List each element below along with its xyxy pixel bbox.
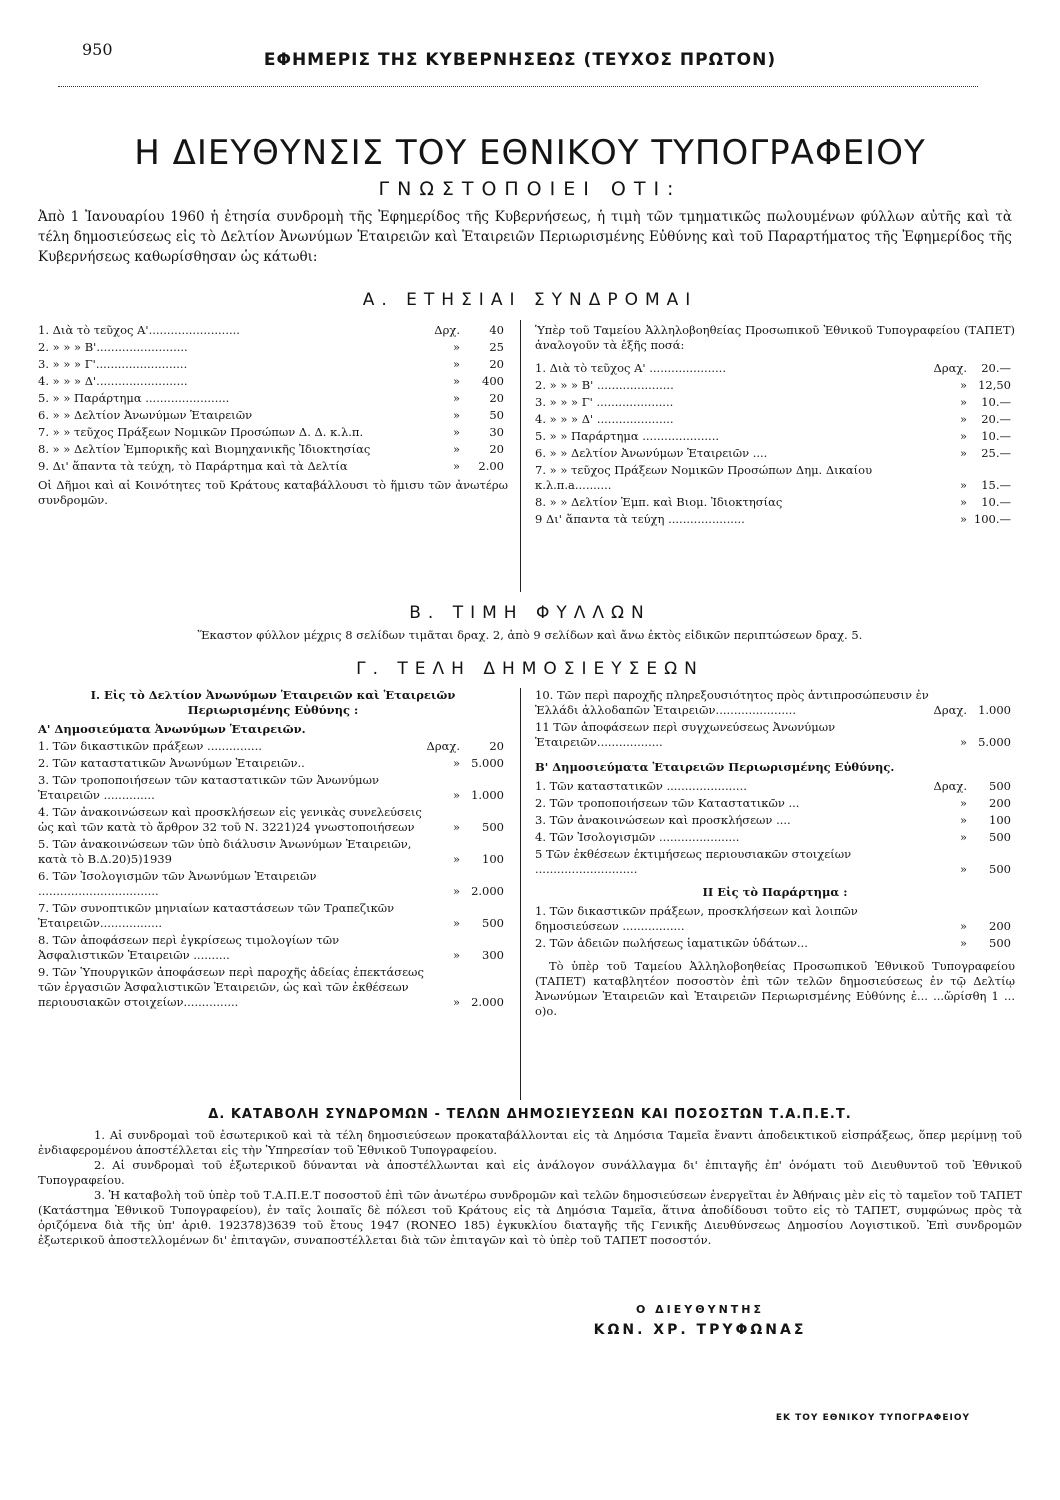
- section-c-right-list: [535, 688, 1015, 1019]
- section-c-right-subheading-2: ΙΙ Εἰς τὸ Παράρτημα :: [702, 885, 848, 899]
- printer-imprint: ΕΚ ΤΟΥ ΕΘΝΙΚΟΥ ΤΥΠΟΓΡΑΦΕΙΟΥ: [775, 1413, 970, 1423]
- section-d-heading: Δ. ΚΑΤΑΒΟΛΗ ΣΥΝΔΡΟΜΩΝ - ΤΕΛΩΝ ΔΗΜΟΣΙΕΥΣΕΩΝ ΚΑΙ ΠΟΣΟΣΤΩΝ Τ.Α.Π.Ε.Τ.: [208, 1107, 852, 1122]
- list-item: 10. Τῶν περὶ παροχῆς πληρεξουσιότητος πρὸς ἀντιπροσώπευσιν ἐν Ἑλλάδι ἀλλοδαπῶν Ἑταιρειῶν...................... Δραχ. 1.000: [535, 688, 1011, 717]
- section-d-paragraph: 1. Αἱ συνδρομαὶ τοῦ ἐσωτερικοῦ καὶ τὰ τέλη δημοσιεύσεων προκαταβάλλονται εἰς τὰ Δημόσια Ταμεῖα ἔναντι ἀποδεικτικοῦ εἰσπράξεως, ὅπερ μερίμνῃ τοῦ ἐνδιαφερομένου ἀποστέλλεται εἰς τὴν Ὑπηρεσίαν τοῦ Ἐθνικοῦ Τυπογραφείου.: [38, 1128, 1022, 1157]
- header-rule: [58, 86, 978, 87]
- list-item: 2. » » » Β'......................... » 25: [38, 340, 504, 354]
- running-title: ΕΦΗΜΕΡΙΣ ΤΗΣ ΚΥΒΕΡΝΗΣΕΩΣ (ΤΕΥΧΟΣ ΠΡΩΤΟΝ): [263, 50, 777, 70]
- section-c-heading: Γ. ΤΕΛΗ ΔΗΜΟΣΙΕΥΣΕΩΝ: [356, 659, 704, 679]
- list-item: 8. » » Δελτίον Ἐμπορικῆς καὶ Βιομηχανικῆς Ἰδιοκτησίας » 20: [38, 442, 504, 456]
- section-a-right-list: [535, 323, 1015, 529]
- list-item: 7. » » τεῦχος Πράξεων Νομικῶν Προσώπων Δ. Δ. κ.λ.π. » 30: [38, 425, 504, 439]
- page-number: 950: [82, 40, 113, 59]
- section-a-left-list: [38, 323, 508, 508]
- list-item: 1. Διὰ τὸ τεῦχος Α'......................... Δρχ. 40: [38, 323, 504, 337]
- list-item: 5. » » Παράρτημα ....................... » 20: [38, 391, 504, 405]
- section-c-right-note: Τὸ ὑπὲρ τοῦ Ταμείου Ἀλληλοβοηθείας Προσωπικοῦ Ἐθνικοῦ Τυπογραφείου (ΤΑΠΕΤ) καταβλητέον ποσοστὸν ἐπὶ τῶν τελῶν δημοσιεύσεως ἐν τῷ Δελτίῳ Ἀνωνύμων Ἑταιρειῶν καὶ Ἑταιρειῶν Περιωρισμένης Εὐθύνης ἐ... ...ὥρίσθη 1 ... ο)ο.: [535, 959, 1015, 1018]
- list-item: 3. » » » Γ' ..................... » 10.—: [535, 395, 1011, 409]
- list-item: 2. Τῶν ἀδειῶν πωλήσεως ἰαματικῶν ὑδάτων... » 500: [535, 936, 1011, 950]
- intro-paragraph: Ἀπὸ 1 Ἰανουαρίου 1960 ἡ ἐτησία συνδρομὴ τῆς Ἐφημερίδος τῆς Κυβερνήσεως, ἡ τιμὴ τῶν τμηματικῶς πωλουμένων φύλλων αὐτῆς καὶ τὰ τέλη δημοσιεύσεως εἰς τὸ Δελτίον Ἀνωνύμων Ἑταιρειῶν καὶ Ἑταιρειῶν Περιωρισμένης Εὐθύνης καὶ τοῦ Παραρτήματος τῆς Ἐφημερίδος τῆς Κυβερνήσεως καθωρίσθησαν ὡς κάτωθι:: [38, 209, 1012, 265]
- list-item: 8. » » Δελτίον Ἐμπ. καὶ Βιομ. Ἰδιοκτησίας » 10.—: [535, 495, 1011, 509]
- page-title: Η ΔΙΕΥΘΥΝΣΙΣ ΤΟΥ ΕΘΝΙΚΟΥ ΤΥΠΟΓΡΑΦΕΙΟΥ: [134, 133, 926, 173]
- section-a-note: Οἱ Δῆμοι καὶ αἱ Κοινότητες τοῦ Κράτους καταβάλλουσι τὸ ἥμισυ τῶν ἀνωτέρω συνδρομῶν.: [38, 478, 508, 507]
- list-item: 6. Τῶν Ἰσολογισμῶν τῶν Ἀνωνύμων Ἑταιρειῶν ................................. » 2.000: [38, 869, 504, 898]
- section-d-paragraph: 2. Αἱ συνδρομαὶ τοῦ ἐξωτερικοῦ δύνανται νὰ ἀποστέλλωνται καὶ εἰς ἀνάλογον συνάλλαγμα δι' ἐπιταγῆς ἐπ' ὀνόματι τοῦ Διευθυντοῦ τοῦ Ἐθνικοῦ Τυπογραφείου.: [38, 1158, 1022, 1187]
- list-item: 1. Τῶν δικαστικῶν πράξεων ............... Δραχ. 20: [38, 739, 504, 753]
- list-item: 4. Τῶν Ἰσολογισμῶν ...................... » 500: [535, 830, 1011, 844]
- list-item: 7. » » τεῦχος Πράξεων Νομικῶν Προσώπων Δημ. Δικαίου κ.λ.π.a.......... » 15.—: [535, 463, 1011, 492]
- list-item: 1. Τῶν δικαστικῶν πράξεων, προσκλήσεων καὶ λοιπῶν δημοσιεύσεων ................. » 200: [535, 904, 1011, 933]
- list-item: 4. » » » Δ'......................... » 400: [38, 374, 504, 388]
- list-item: 9. Τῶν Ὑπουργικῶν ἀποφάσεων περὶ παροχῆς ἀδείας ἐπεκτάσεως τῶν ἐργασιῶν Ἀσφαλιστικῶν Ἑταιρειῶν, ὡς καὶ τῶν ἐκθέσεων περιουσιακῶν στοιχείων............... » 2.000: [38, 965, 504, 1009]
- section-d-paragraph: 3. Ἡ καταβολὴ τοῦ ὑπὲρ τοῦ Τ.Α.Π.Ε.Τ ποσοστοῦ ἐπὶ τῶν ἀνωτέρω συνδρομῶν καὶ τελῶν δημοσιεύσεων ἐνεργεῖται ἐν Ἀθήναις μὲν εἰς τὸ ταμεῖον τοῦ ΤΑΠΕΤ (Κατάστημα Ἐθνικοῦ Τυπογραφείου), ἐν ταῖς λοιπαῖς δὲ πόλεσι τοῦ Κράτους εἰς τὰ Δημόσια Ταμεῖα, ἅτινα ἀποδίδουσι τοῦτο εἰς τὸ ΤΑΠΕΤ, συμφώνως πρὸς τὰ ὁριζόμενα διὰ τῆς ὑπ' ἀριθ. 192378)3639 τοῦ ἔτους 1947 (RONEO 185) ἐγκυκλίου διαταγῆς τῆς Γενικῆς Διευθύνσεως Δημοσίου Λογιστικοῦ. Ἐπὶ συνδρομῶν ἐξωτερικοῦ ἀποστελλομένων δι' ἐπιταγῶν, συναποστέλλεται διὰ τῶν ἐπιταγῶν καὶ τὸ ὑπὲρ τοῦ ΤΑΠΕΤ ποσοστόν.: [38, 1188, 1022, 1247]
- list-item: 5. » » Παράρτημα ..................... » 10.—: [535, 429, 1011, 443]
- list-item: 2. Τῶν τροποποιήσεων τῶν Καταστατικῶν ... » 200: [535, 796, 1011, 810]
- list-item: 3. Τῶν ἀνακοινώσεων καὶ προσκλήσεων .... » 100: [535, 813, 1011, 827]
- list-item: 4. Τῶν ἀνακοινώσεων καὶ προσκλήσεων εἰς γενικὰς συνελεύσεις ὡς καὶ τῶν κατὰ τὸ ἄρθρον 32 τοῦ Ν. 3221)24 γνωστοποιήσεων » 500: [38, 805, 504, 834]
- list-item: 9 Δι' ἅπαντα τὰ τεύχη ..................... » 100.—: [535, 512, 1011, 526]
- section-c-left-list: [38, 688, 508, 1012]
- list-item: 3. Τῶν τροποποιήσεων τῶν καταστατικῶν τῶν Ἀνωνύμων Ἑταιρειῶν .............. » 1.000: [38, 773, 504, 802]
- section-c-right-subheading: Β' Δημοσιεύματα Ἑταιρειῶν Περιωρισμένης Εὐθύνης.: [535, 760, 895, 774]
- list-item: 6. » » Δελτίον Ἀνωνύμων Ἑταιρειῶν .... » 25.—: [535, 446, 1011, 460]
- tapet-intro: Ὑπὲρ τοῦ Ταμείου Ἀλληλοβοηθείας Προσωπικοῦ Ἐθνικοῦ Τυπογραφείου (ΤΑΠΕΤ) ἀναλογοῦν τὰ ἑξῆς ποσά:: [535, 323, 1015, 352]
- signature-role: Ο ΔΙΕΥΘΥΝΤΗΣ: [635, 1303, 764, 1316]
- section-b-text: Ἕκαστον φύλλον μέχρις 8 σελίδων τιμᾶται δραχ. 2, ἀπὸ 9 σελίδων καὶ ἄνω ἐκτὸς εἰδικῶν περιπτώσεων δραχ. 5.: [197, 628, 863, 642]
- section-a-divider: [520, 320, 521, 592]
- section-c-divider: [520, 688, 521, 1100]
- section-c-left-heading: Ι. Εἰς τὸ Δελτίον Ἀνωνύμων Ἑταιρειῶν καὶ Ἑταιρειῶν Περιωρισμένης Εὐθύνης :: [90, 688, 456, 717]
- list-item: 1. Διὰ τὸ τεῦχος Α' ..................... Δραχ. 20.—: [535, 361, 1011, 375]
- list-item: 1. Τῶν καταστατικῶν ...................... Δραχ. 500: [535, 779, 1011, 793]
- list-item: 9. Δι' ἅπαντα τὰ τεύχη, τὸ Παράρτημα καὶ τὰ Δελτία » 2.00: [38, 459, 504, 473]
- signature-name: ΚΩΝ. ΧΡ. ΤΡΥΦΩΝΑΣ: [593, 1322, 807, 1338]
- list-item: 5 Τῶν ἐκθέσεων ἐκτιμήσεως περιουσιακῶν στοιχείων ............................ » 500: [535, 847, 1011, 876]
- list-item: 7. Τῶν συνοπτικῶν μηνιαίων καταστάσεων τῶν Τραπεζικῶν Ἑταιρειῶν................. » 500: [38, 901, 504, 930]
- page-subtitle: ΓΝΩΣΤΟΠΟΙΕΙ ΟΤΙ:: [378, 178, 682, 200]
- list-item: 8. Τῶν ἀποφάσεων περὶ ἐγκρίσεως τιμολογίων τῶν Ἀσφαλιστικῶν Ἑταιρειῶν .......... » 300: [38, 933, 504, 962]
- list-item: 3. » » » Γ'......................... » 20: [38, 357, 504, 371]
- section-a-heading: Α. ΕΤΗΣΙΑΙ ΣΥΝΔΡΟΜΑΙ: [362, 290, 698, 310]
- list-item: 6. » » Δελτίον Ἀνωνύμων Ἑταιρειῶν » 50: [38, 408, 504, 422]
- section-b-heading: Β. ΤΙΜΗ ΦΥΛΛΩΝ: [409, 603, 651, 623]
- list-item: 2. » » » Β' ..................... » 12,50: [535, 378, 1011, 392]
- list-item: 4. » » » Δ' ..................... » 20.—: [535, 412, 1011, 426]
- list-item: 5. Τῶν ἀνακοινώσεων τῶν ὑπὸ διάλυσιν Ἀνωνύμων Ἑταιρειῶν, κατὰ τὸ Β.Δ.20)5)1939 » 100: [38, 837, 504, 866]
- list-item: 11 Τῶν ἀποφάσεων περὶ συγχωνεύσεως Ἀνωνύμων Ἑταιρειῶν.................. » 5.000: [535, 720, 1011, 749]
- list-item: 2. Τῶν καταστατικῶν Ἀνωνύμων Ἑταιρειῶν.. » 5.000: [38, 756, 504, 770]
- section-c-left-subheading: Α' Δημοσιεύματα Ἀνωνύμων Ἑταιρειῶν.: [38, 722, 306, 736]
- section-d-body: [38, 1128, 1022, 1248]
